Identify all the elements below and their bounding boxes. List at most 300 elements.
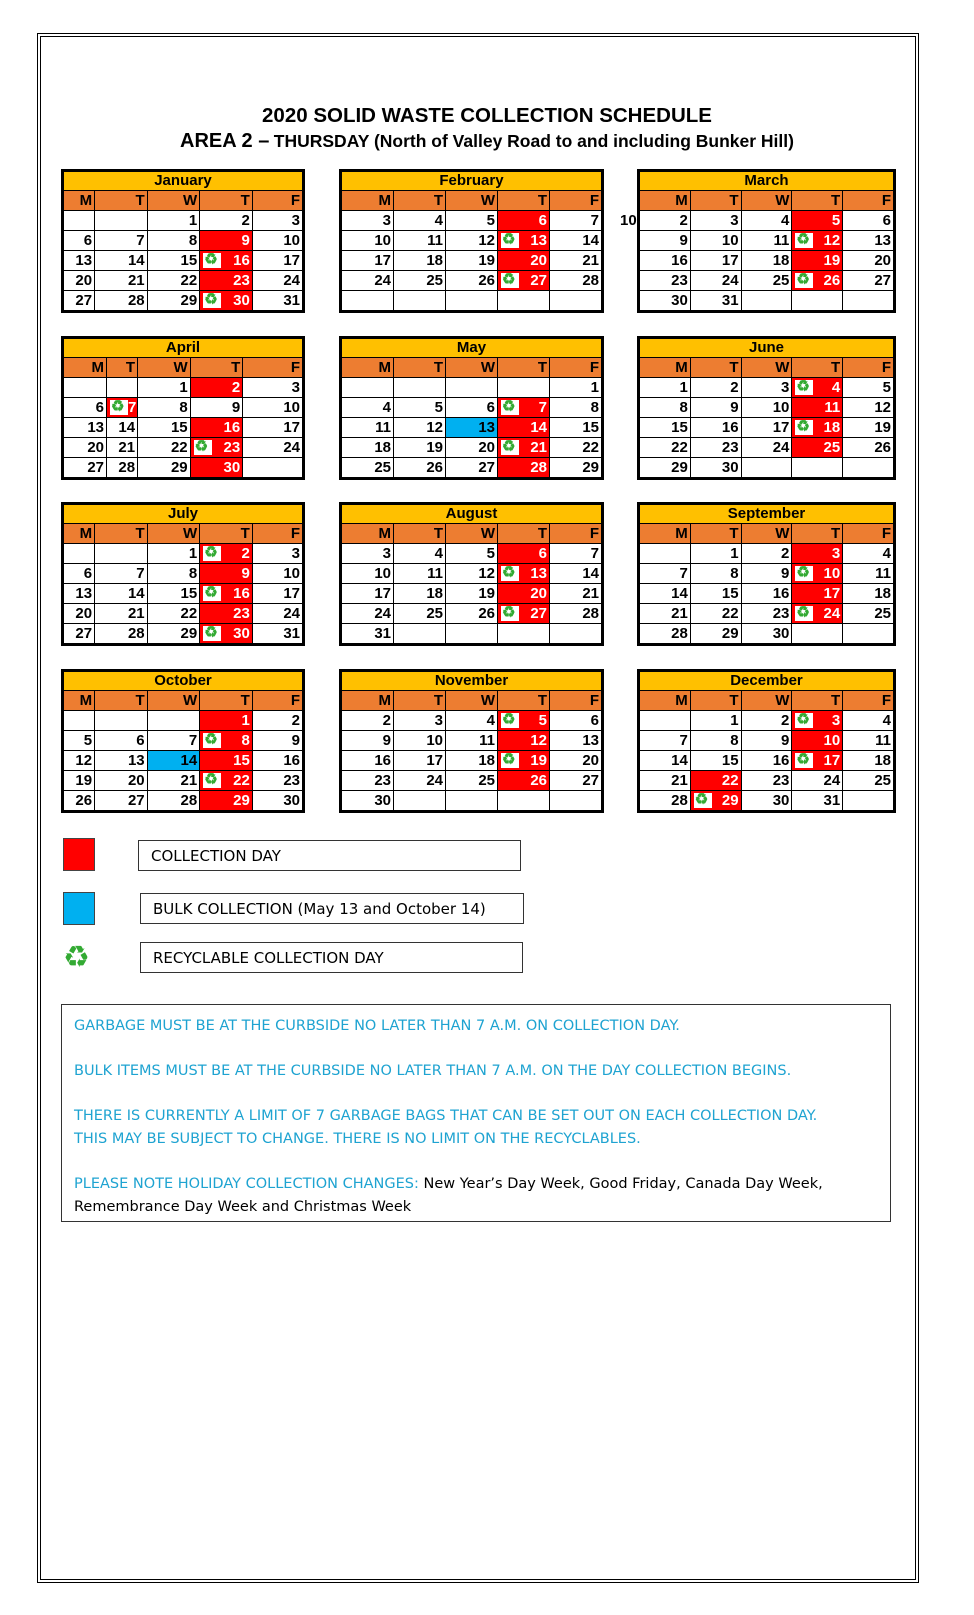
day-cell <box>446 211 498 231</box>
day-number: 12 <box>874 399 891 416</box>
empty-cell <box>498 791 550 811</box>
week-row <box>342 564 602 584</box>
day-cell <box>252 711 302 731</box>
day-number: 25 <box>874 772 891 789</box>
day-number: 6 <box>590 712 599 729</box>
day-cell <box>690 544 741 564</box>
day-header: M <box>342 358 394 378</box>
day-number: 17 <box>721 252 739 269</box>
day-number: 17 <box>823 752 841 769</box>
day-number: 27 <box>75 625 93 642</box>
empty-cell <box>498 378 550 398</box>
day-header: T <box>394 691 446 711</box>
day-cell <box>690 711 741 731</box>
day-cell <box>792 398 843 418</box>
empty-cell <box>95 544 148 564</box>
day-number: 14 <box>671 752 688 769</box>
day-number: 14 <box>671 585 688 602</box>
day-cell <box>640 751 691 771</box>
recycle-icon: ♻ <box>501 440 519 455</box>
day-number: 14 <box>180 752 198 769</box>
day-number: 7 <box>136 565 145 582</box>
month-name: June <box>640 339 894 358</box>
day-number: 28 <box>582 605 599 622</box>
day-number: 5 <box>486 545 495 562</box>
day-cell <box>64 251 95 271</box>
day-cell <box>843 564 894 584</box>
week-row <box>640 458 894 478</box>
day-cell <box>550 271 602 291</box>
empty-cell <box>446 624 498 644</box>
day-header: W <box>446 358 498 378</box>
day-number: 9 <box>781 565 790 582</box>
day-cell <box>550 544 602 564</box>
day-number: 3 <box>291 379 300 396</box>
day-number: 9 <box>679 232 688 249</box>
day-number: 15 <box>233 752 250 769</box>
day-number: 23 <box>223 439 241 456</box>
info-holiday <box>74 1173 878 1196</box>
day-header: M <box>64 691 95 711</box>
day-number: 8 <box>241 732 250 749</box>
day-number: 29 <box>671 459 688 476</box>
day-cell <box>243 398 303 418</box>
day-number: 12 <box>823 232 841 249</box>
day-number: 12 <box>75 752 93 769</box>
day-number: 8 <box>590 399 599 416</box>
subtitle-area: AREA 2 – <box>180 130 270 152</box>
day-cell <box>252 791 302 811</box>
day-cell <box>792 791 843 811</box>
day-cell <box>252 584 302 604</box>
day-header: T <box>498 358 550 378</box>
day-header: T <box>498 191 550 211</box>
day-number: 2 <box>730 379 739 396</box>
day-number: 28 <box>127 625 145 642</box>
day-cell <box>394 398 446 418</box>
empty-cell <box>792 624 843 644</box>
day-cell <box>446 731 498 751</box>
day-cell <box>741 624 792 644</box>
day-cell <box>342 544 394 564</box>
day-cell <box>64 624 95 644</box>
day-number: 15 <box>180 585 198 602</box>
month-name: March <box>640 172 894 191</box>
day-number: 23 <box>772 772 790 789</box>
day-number: 23 <box>374 772 391 789</box>
day-cell <box>394 544 446 564</box>
day-cell <box>147 584 200 604</box>
day-cell <box>147 251 200 271</box>
day-number: 27 <box>874 272 891 289</box>
day-number: 10 <box>823 732 841 749</box>
day-number: 28 <box>118 459 136 476</box>
week-row <box>342 438 602 458</box>
day-number: 17 <box>823 585 841 602</box>
day-cell <box>843 751 894 771</box>
day-header: M <box>342 691 394 711</box>
day-number: 9 <box>291 732 300 749</box>
day-number: 30 <box>772 792 790 809</box>
day-number: 16 <box>374 752 391 769</box>
day-header: T <box>690 524 741 544</box>
day-number: 10 <box>823 565 841 582</box>
day-number: 3 <box>730 212 739 229</box>
month-name: January <box>64 172 303 191</box>
day-number: 9 <box>781 732 790 749</box>
day-cell <box>394 251 446 271</box>
month-august <box>339 502 604 646</box>
day-number: 6 <box>83 232 93 249</box>
day-cell <box>394 751 446 771</box>
day-cell <box>138 418 191 438</box>
day-cell <box>498 544 550 564</box>
day-number: 10 <box>374 565 391 582</box>
day-cell <box>690 271 741 291</box>
day-header: M <box>640 358 691 378</box>
day-number: 13 <box>75 585 93 602</box>
day-number: 13 <box>478 419 495 436</box>
week-row <box>640 211 894 231</box>
day-cell <box>640 624 691 644</box>
day-number: 3 <box>291 545 300 562</box>
day-number: 27 <box>530 272 547 289</box>
day-number: 1 <box>730 545 739 562</box>
day-cell <box>107 438 138 458</box>
day-cell <box>394 604 446 624</box>
day-number: 6 <box>486 399 495 416</box>
week-row <box>342 231 602 251</box>
day-number: 6 <box>538 545 547 562</box>
day-cell <box>690 211 741 231</box>
day-number: 20 <box>478 439 495 456</box>
day-number: 30 <box>233 625 250 642</box>
day-number: 2 <box>231 379 241 396</box>
day-number: 31 <box>721 292 739 309</box>
day-number: 14 <box>127 585 145 602</box>
week-row <box>640 544 894 564</box>
day-number: 15 <box>721 752 739 769</box>
day-header: W <box>147 191 200 211</box>
empty-cell <box>792 458 843 478</box>
day-cell <box>792 771 843 791</box>
week-row <box>640 711 894 731</box>
day-cell <box>446 438 498 458</box>
day-cell <box>741 271 792 291</box>
day-cell <box>792 378 843 398</box>
empty-cell <box>550 624 602 644</box>
day-number: 16 <box>772 585 790 602</box>
month-november <box>339 669 604 813</box>
day-cell <box>792 544 843 564</box>
day-cell <box>640 604 691 624</box>
day-cell <box>147 271 200 291</box>
day-number: 6 <box>136 732 145 749</box>
day-header: T <box>792 191 843 211</box>
day-header: W <box>138 358 191 378</box>
day-cell <box>741 251 792 271</box>
week-row <box>64 791 303 811</box>
day-number: 24 <box>823 605 841 622</box>
day-cell <box>741 211 792 231</box>
day-number: 23 <box>233 272 250 289</box>
day-cell <box>252 624 302 644</box>
stray-number: 10 <box>620 212 637 229</box>
day-number: 21 <box>582 252 599 269</box>
day-number: 21 <box>671 772 688 789</box>
day-cell <box>64 564 95 584</box>
day-cell <box>342 418 394 438</box>
recycle-icon: ♻ <box>795 420 813 435</box>
day-number: 19 <box>478 252 495 269</box>
day-cell <box>342 791 394 811</box>
day-number: 21 <box>127 272 145 289</box>
day-number: 10 <box>721 232 739 249</box>
month-name: December <box>640 672 894 691</box>
day-number: 2 <box>679 212 688 229</box>
week-row <box>64 624 303 644</box>
day-cell <box>640 271 691 291</box>
day-number: 15 <box>170 419 188 436</box>
empty-cell <box>64 378 107 398</box>
day-cell <box>64 398 107 418</box>
day-number: 31 <box>374 625 391 642</box>
week-row <box>64 291 303 311</box>
day-number: 11 <box>375 419 391 436</box>
day-number: 11 <box>824 399 841 416</box>
day-number: 14 <box>118 419 136 436</box>
day-cell <box>95 291 148 311</box>
day-cell <box>498 458 550 478</box>
month-name: August <box>342 505 602 524</box>
day-number: 23 <box>233 605 250 622</box>
day-number: 15 <box>671 419 688 436</box>
day-cell <box>843 771 894 791</box>
month-name: July <box>64 505 303 524</box>
day-number: 4 <box>882 712 891 729</box>
week-row <box>64 271 303 291</box>
day-cell <box>342 731 394 751</box>
day-number: 9 <box>382 732 391 749</box>
day-cell <box>446 751 498 771</box>
day-cell <box>95 604 148 624</box>
day-number: 31 <box>283 292 300 309</box>
week-row <box>342 604 602 624</box>
day-cell <box>446 604 498 624</box>
day-number: 23 <box>772 605 790 622</box>
week-row <box>342 624 602 644</box>
day-number: 3 <box>382 212 391 229</box>
week-row <box>342 398 602 418</box>
day-header: T <box>190 358 243 378</box>
day-cell <box>64 418 107 438</box>
day-cell <box>342 398 394 418</box>
day-cell <box>498 251 550 271</box>
day-number: 26 <box>823 272 841 289</box>
day-cell <box>498 231 550 251</box>
day-cell <box>252 211 302 231</box>
day-cell <box>741 771 792 791</box>
day-number: 12 <box>426 419 443 436</box>
day-cell <box>741 231 792 251</box>
day-number: 25 <box>478 772 495 789</box>
day-number: 20 <box>530 585 547 602</box>
recycle-icon: ♻ <box>694 793 712 808</box>
day-number: 9 <box>241 565 250 582</box>
day-cell <box>200 584 253 604</box>
week-row <box>342 291 602 311</box>
day-number: 7 <box>128 399 137 416</box>
day-cell <box>95 251 148 271</box>
month-december <box>637 669 896 813</box>
day-cell <box>394 771 446 791</box>
day-cell <box>342 604 394 624</box>
recycle-icon: ♻ <box>194 440 212 455</box>
day-cell <box>550 604 602 624</box>
day-cell <box>741 378 792 398</box>
day-number: 28 <box>530 459 547 476</box>
day-number: 26 <box>426 459 443 476</box>
day-cell <box>95 584 148 604</box>
day-cell <box>741 544 792 564</box>
week-row <box>640 291 894 311</box>
day-cell <box>64 604 95 624</box>
day-cell <box>64 291 95 311</box>
day-number: 29 <box>170 459 188 476</box>
day-number: 3 <box>434 712 443 729</box>
day-header: M <box>640 191 691 211</box>
month-name: April <box>64 339 303 358</box>
day-cell <box>550 751 602 771</box>
week-row <box>640 624 894 644</box>
day-cell <box>690 231 741 251</box>
empty-cell <box>394 791 446 811</box>
day-header: T <box>394 358 446 378</box>
month-name: October <box>64 672 303 691</box>
day-number: 23 <box>721 439 739 456</box>
day-cell <box>95 271 148 291</box>
day-cell <box>190 398 243 418</box>
day-cell <box>498 584 550 604</box>
day-number: 7 <box>538 399 547 416</box>
day-number: 12 <box>478 565 495 582</box>
day-cell <box>252 291 302 311</box>
day-number: 15 <box>582 419 599 436</box>
day-number: 20 <box>75 272 93 289</box>
day-header: T <box>792 524 843 544</box>
day-cell <box>342 458 394 478</box>
info-box <box>61 1004 891 1222</box>
collection-day-swatch <box>63 838 95 871</box>
day-number: 19 <box>75 772 93 789</box>
day-number: 10 <box>772 399 790 416</box>
day-cell <box>690 564 741 584</box>
empty-cell <box>446 291 498 311</box>
day-cell <box>843 584 894 604</box>
day-header: F <box>550 524 602 544</box>
day-number: 24 <box>426 772 443 789</box>
day-cell <box>640 564 691 584</box>
day-cell <box>64 458 107 478</box>
day-number: 13 <box>530 565 547 582</box>
day-cell <box>200 291 253 311</box>
recycle-icon: ♻ <box>203 586 221 601</box>
day-number: 19 <box>426 439 443 456</box>
day-cell <box>550 211 602 231</box>
day-cell <box>147 771 200 791</box>
day-cell <box>95 231 148 251</box>
day-number: 28 <box>582 272 599 289</box>
week-row <box>640 271 894 291</box>
day-cell <box>200 544 253 564</box>
empty-cell <box>843 791 894 811</box>
day-header: T <box>200 524 253 544</box>
day-cell <box>640 418 691 438</box>
day-number: 30 <box>223 459 241 476</box>
day-number: 17 <box>772 419 790 436</box>
day-number: 10 <box>283 565 300 582</box>
day-header: T <box>690 691 741 711</box>
day-header: T <box>107 358 138 378</box>
day-cell <box>640 291 691 311</box>
day-cell <box>342 211 394 231</box>
day-number: 6 <box>83 565 93 582</box>
day-number: 5 <box>434 399 443 416</box>
day-number: 4 <box>486 712 495 729</box>
day-number: 30 <box>283 792 300 809</box>
day-number: 6 <box>538 212 547 229</box>
day-cell <box>64 231 95 251</box>
day-cell <box>690 751 741 771</box>
day-header: M <box>640 691 691 711</box>
day-number: 24 <box>374 272 391 289</box>
legend-collection-day: COLLECTION DAY <box>138 840 521 871</box>
day-number: 3 <box>781 379 790 396</box>
week-row <box>342 751 602 771</box>
info-bag-limit: THERE IS CURRENTLY A LIMIT OF 7 GARBAGE BAGS THAT CAN BE SET OUT ON EACH COLLECTION DAY. <box>74 1108 818 1124</box>
day-number: 26 <box>530 772 547 789</box>
day-number: 21 <box>582 585 599 602</box>
recycle-icon: ♻ <box>501 400 519 415</box>
day-cell <box>342 624 394 644</box>
day-number: 22 <box>180 605 198 622</box>
day-header: W <box>446 191 498 211</box>
day-number: 5 <box>831 212 841 229</box>
day-number: 10 <box>426 732 443 749</box>
day-cell <box>792 564 843 584</box>
day-number: 16 <box>233 585 250 602</box>
day-cell <box>64 731 95 751</box>
day-number: 5 <box>83 732 93 749</box>
day-number: 11 <box>875 565 891 582</box>
day-number: 21 <box>530 439 547 456</box>
day-cell <box>64 584 95 604</box>
day-number: 12 <box>530 732 547 749</box>
day-cell <box>550 731 602 751</box>
recycle-icon: ♻ <box>501 606 519 621</box>
day-cell <box>792 751 843 771</box>
day-cell <box>394 584 446 604</box>
day-cell <box>64 271 95 291</box>
day-header: T <box>200 691 253 711</box>
day-number: 4 <box>882 545 891 562</box>
day-cell <box>190 458 243 478</box>
day-cell <box>843 544 894 564</box>
day-number: 7 <box>590 212 599 229</box>
day-cell <box>843 231 894 251</box>
day-number: 2 <box>291 712 300 729</box>
day-cell <box>446 398 498 418</box>
